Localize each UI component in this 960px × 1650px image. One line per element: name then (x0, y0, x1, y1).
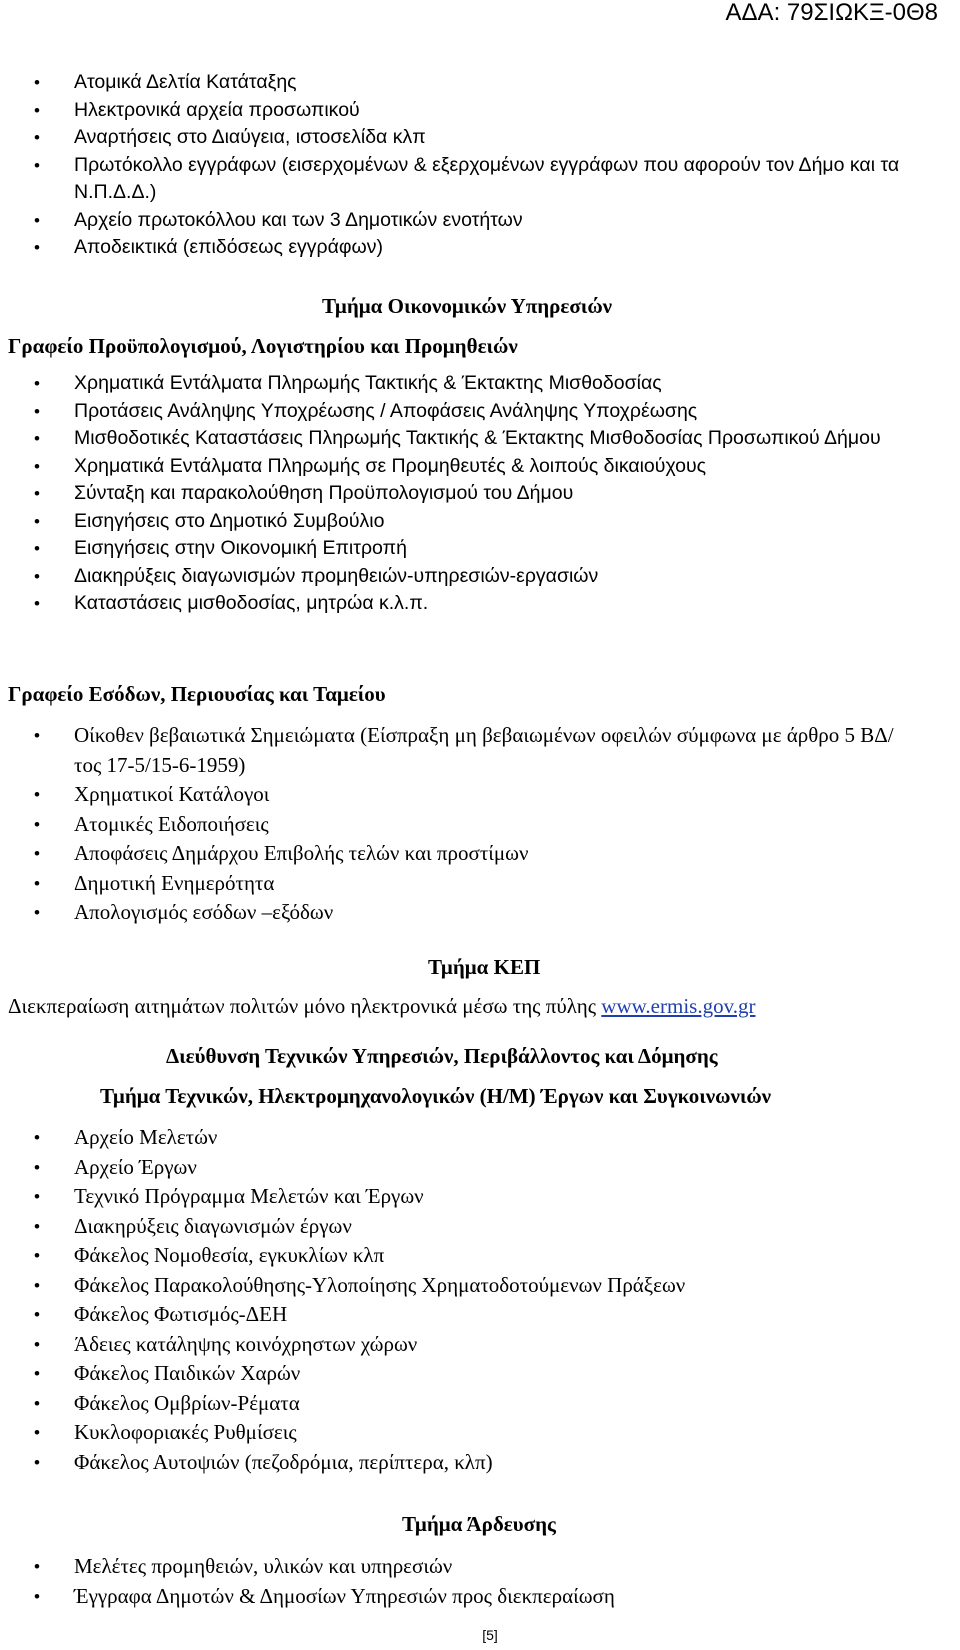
list-item: • Άδειες κατάληψης κοινόχρηστων χώρων (0, 1330, 960, 1360)
list-item: • Αποδεικτικά (επιδόσεως εγγράφων) (0, 234, 960, 262)
general-list (0, 69, 960, 262)
kep-paragraph (8, 992, 755, 1020)
ermis-link[interactable]: www.ermis.gov.gr (601, 994, 756, 1018)
list-item: • Προτάσεις Ανάληψης Υποχρέωσης / Αποφάσεις Ανάληψης Υποχρέωσης (0, 398, 960, 426)
list-item: • Ατομικές Ειδοποιήσεις (0, 810, 960, 840)
kep-text: Διεκπεραίωση αιτημάτων πολιτών μόνο ηλεκτρονικά μέσω της πύλης (8, 994, 602, 1018)
ardeusis-list (0, 1552, 960, 1611)
subsection-title-esodon: Γραφείο Εσόδων, Περιουσίας και Ταμείου (8, 682, 386, 706)
list-item: • Έγγραφα Δημοτών & Δημοσίων Υπηρεσιών προς διεκπεραίωση (0, 1582, 960, 1612)
list-item: • Χρηματικοί Κατάλογοι (0, 780, 960, 810)
list-item: • Ατομικά Δελτία Κατάταξης (0, 69, 960, 97)
list-item: • Αρχείο Μελετών (0, 1123, 960, 1153)
list-item: • Δημοτική Ενημερότητα (0, 869, 960, 899)
list-item: • Κυκλοφοριακές Ρυθμίσεις (0, 1418, 960, 1448)
list-item: • Εισηγήσεις στην Οικονομική Επιτροπή (0, 535, 960, 563)
section-title-kep: Τμήμα ΚΕΠ (428, 955, 541, 979)
list-item: • Εισηγήσεις στο Δημοτικό Συμβούλιο (0, 508, 960, 536)
texnikon-list (0, 1123, 960, 1477)
section-title-texnikon: Διεύθυνση Τεχνικών Υπηρεσιών, Περιβάλλοντος και Δόμησης (166, 1044, 718, 1068)
list-item: • Πρωτόκολλο εγγράφων (εισερχομένων & εξερχομένων εγγράφων που αφορούν τον Δήμο και τα Ν.Π.Δ.Δ.) (0, 152, 960, 207)
list-item: • Μελέτες προμηθειών, υλικών και υπηρεσιών (0, 1552, 960, 1582)
list-item: • Χρηματικά Εντάλματα Πληρωμής Τακτικής & Έκτακτης Μισθοδοσίας (0, 370, 960, 398)
list-item: • Φάκελος Αυτοψιών (πεζοδρόμια, περίπτερα, κλπ) (0, 1448, 960, 1478)
list-item: • Τεχνικό Πρόγραμμα Μελετών και Έργων (0, 1182, 960, 1212)
subsection-title-ergon: Τμήμα Τεχνικών, Ηλεκτρομηχανολογικών (Η/Μ) Έργων και Συγκοινωνιών (100, 1084, 772, 1108)
oikonomikon-list (0, 370, 960, 618)
list-item: • Φάκελος Νομοθεσία, εγκυκλίων κλπ (0, 1241, 960, 1271)
ada-code: ΑΔΑ: 79ΣΙΩΚΞ-0Θ8 (725, 0, 938, 26)
list-item: • Ηλεκτρονικά αρχεία προσωπικού (0, 97, 960, 125)
list-item: • Φάκελος Παρακολούθησης-Υλοποίησης Χρηματοδοτούμενων Πράξεων (0, 1271, 960, 1301)
list-item: • Σύνταξη και παρακολούθηση Προϋπολογισμού του Δήμου (0, 480, 960, 508)
section-title-oikonomikon: Τμήμα Οικονομικών Υπηρεσιών (322, 294, 613, 318)
list-item: • Χρηματικά Εντάλματα Πληρωμής σε Προμηθευτές & λοιπούς δικαιούχους (0, 453, 960, 481)
esodon-list (0, 721, 960, 928)
list-item: • Μισθοδοτικές Καταστάσεις Πληρωμής Τακτικής & Έκτακτης Μισθοδοσίας Προσωπικού Δήμου (0, 425, 960, 453)
list-item: • Αρχείο πρωτοκόλλου και των 3 Δημοτικών ενοτήτων (0, 207, 960, 235)
list-item: • Φάκελος Φωτισμός-ΔΕΗ (0, 1300, 960, 1330)
page-number: [5] (482, 1627, 498, 1643)
list-item: • Φάκελος Παιδικών Χαρών (0, 1359, 960, 1389)
list-item: • Οίκοθεν βεβαιωτικά Σημειώματα (Είσπραξη μη βεβαιωμένων οφειλών σύμφωνα με άρθρο 5 ΒΔ/τος 17-5/15-6-1959) (0, 721, 960, 780)
subsection-title-proypologismou: Γραφείο Προϋπολογισμού, Λογιστηρίου και Προμηθειών (8, 334, 518, 358)
list-item: • Διακηρύξεις διαγωνισμών έργων (0, 1212, 960, 1242)
list-item: • Φάκελος Ομβρίων-Ρέματα (0, 1389, 960, 1419)
list-item: • Αρχείο Έργων (0, 1153, 960, 1183)
list-item: • Απολογισμός εσόδων –εξόδων (0, 898, 960, 928)
list-item: • Καταστάσεις μισθοδοσίας, μητρώα κ.λ.π. (0, 590, 960, 618)
list-item: • Αναρτήσεις στο Διαύγεια, ιστοσελίδα κλπ (0, 124, 960, 152)
list-item: • Αποφάσεις Δημάρχου Επιβολής τελών και προστίμων (0, 839, 960, 869)
section-title-ardeusis: Τμήμα Άρδευσης (402, 1512, 556, 1536)
list-item: • Διακηρύξεις διαγωνισμών προμηθειών-υπηρεσιών-εργασιών (0, 563, 960, 591)
